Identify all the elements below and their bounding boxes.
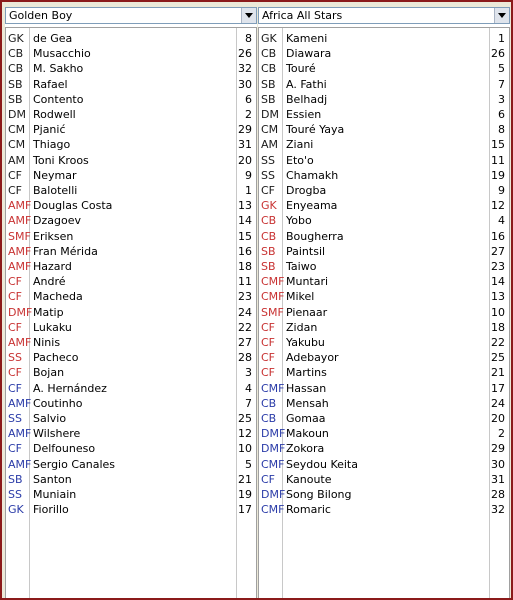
player-name: Pienaar: [286, 305, 328, 319]
player-number: 24: [491, 396, 505, 410]
player-number: 3: [245, 366, 252, 380]
player-name: Eto'o: [286, 153, 314, 167]
player-number: 20: [238, 153, 252, 167]
player-name: Song Bilong: [286, 488, 352, 501]
player-name: Drogba: [286, 184, 327, 197]
player-position: CMF: [261, 503, 285, 517]
player-name: Diawara: [286, 47, 332, 61]
player-position: CMF: [261, 457, 285, 471]
player-name: Gomaa: [286, 412, 326, 425]
player-position: CB: [261, 62, 277, 76]
player-position: AM: [261, 138, 279, 152]
player-position: CF: [8, 275, 23, 289]
player-number: 13: [238, 199, 252, 213]
player-number: 18: [238, 260, 252, 273]
player-name: Yakubu: [286, 336, 325, 349]
player-number: 5: [245, 457, 252, 471]
player-row[interactable]: [259, 46, 509, 61]
player-number: 28: [491, 488, 505, 501]
player-row[interactable]: [6, 244, 256, 259]
player-number: 25: [238, 412, 252, 425]
player-number: 23: [491, 260, 505, 273]
player-name: Rodwell: [33, 108, 76, 121]
player-number: 12: [238, 427, 252, 441]
player-name: Pacheco: [33, 351, 79, 365]
player-name: Lukaku: [33, 320, 72, 334]
player-row[interactable]: [259, 320, 509, 335]
player-row[interactable]: [259, 274, 509, 289]
player-name: Kanoute: [286, 472, 332, 486]
chevron-down-icon[interactable]: [494, 8, 509, 23]
player-position: DM: [8, 108, 26, 121]
player-position: AMF: [8, 396, 32, 410]
left-team-name: Golden Boy: [9, 9, 73, 22]
player-number: 29: [238, 123, 252, 137]
player-name: de Gea: [33, 32, 73, 45]
player-name: Mensah: [286, 396, 329, 410]
player-name: Makoun: [286, 427, 329, 441]
player-number: 21: [491, 366, 505, 380]
player-row[interactable]: [6, 183, 256, 198]
player-number: 6: [245, 92, 252, 106]
player-position: AM: [8, 153, 26, 167]
player-row[interactable]: [6, 426, 256, 441]
right-team-name: Africa All Stars: [262, 9, 343, 22]
player-position: AMF: [8, 260, 32, 273]
player-name: Douglas Costa: [33, 199, 113, 213]
player-position: SB: [261, 244, 276, 258]
player-number: 11: [491, 153, 505, 167]
player-position: CM: [261, 123, 279, 137]
player-position: DM: [261, 108, 279, 121]
player-name: Thiago: [33, 138, 71, 152]
player-name: Sergio Canales: [33, 457, 116, 471]
player-position: CB: [261, 47, 277, 61]
player-position: SB: [261, 92, 276, 106]
player-row[interactable]: [6, 77, 256, 92]
player-name: Rafael: [33, 77, 68, 91]
left-player-list[interactable]: [5, 27, 257, 598]
player-row[interactable]: [6, 502, 256, 517]
player-row[interactable]: [6, 472, 256, 487]
player-name: Yobo: [286, 214, 312, 228]
player-row[interactable]: [259, 411, 509, 426]
player-name: Fran Mérida: [33, 244, 98, 258]
player-name: André: [33, 275, 66, 289]
player-row[interactable]: [259, 305, 509, 320]
player-name: Enyeama: [286, 199, 338, 213]
left-team-panel: [5, 7, 257, 598]
player-number: 21: [238, 472, 252, 486]
player-position: GK: [261, 199, 277, 213]
player-position: CF: [261, 366, 276, 380]
player-position: CF: [261, 351, 276, 365]
player-number: 29: [491, 442, 505, 456]
player-row[interactable]: [259, 441, 509, 456]
player-row[interactable]: [259, 229, 509, 244]
player-row[interactable]: [6, 92, 256, 107]
player-name: Hazard: [33, 260, 72, 273]
player-number: 3: [498, 92, 505, 106]
player-name: Coutinho: [33, 396, 83, 410]
player-number: 25: [491, 351, 505, 365]
player-position: SS: [261, 168, 275, 182]
player-position: CF: [8, 184, 23, 197]
player-position: CB: [261, 229, 277, 243]
player-number: 4: [498, 214, 505, 228]
player-position: SB: [8, 472, 23, 486]
player-name: Dzagoev: [33, 214, 81, 228]
player-row[interactable]: [6, 441, 256, 456]
player-number: 12: [491, 199, 505, 213]
player-name: Fiorillo: [33, 503, 69, 517]
player-row[interactable]: [6, 229, 256, 244]
player-number: 30: [238, 77, 252, 91]
player-name: Martins: [286, 366, 327, 380]
player-number: 9: [498, 184, 505, 197]
player-name: Seydou Keita: [286, 457, 358, 471]
player-row[interactable]: [259, 153, 509, 168]
player-row[interactable]: [6, 320, 256, 335]
player-position: CB: [8, 47, 24, 61]
player-name: Muntari: [286, 275, 329, 289]
player-number: 16: [238, 244, 252, 258]
player-row[interactable]: [6, 335, 256, 350]
player-row[interactable]: [259, 122, 509, 137]
player-row[interactable]: [259, 137, 509, 152]
player-number: 1: [498, 32, 505, 45]
player-number: 28: [238, 351, 252, 365]
player-number: 8: [498, 123, 505, 137]
player-position: SB: [261, 77, 276, 91]
player-name: Taiwo: [286, 260, 317, 273]
player-row[interactable]: [6, 198, 256, 213]
player-position: AMF: [8, 336, 32, 349]
player-name: A. Fathi: [286, 77, 327, 91]
player-position: DMF: [261, 427, 286, 441]
player-position: DMF: [8, 305, 33, 319]
player-position: SS: [261, 153, 275, 167]
player-row[interactable]: [6, 396, 256, 411]
player-position: SS: [8, 351, 22, 365]
player-row[interactable]: [259, 472, 509, 487]
player-position: DMF: [261, 488, 286, 501]
player-row[interactable]: [6, 137, 256, 152]
player-number: 26: [491, 47, 505, 61]
player-name: Belhadj: [286, 92, 328, 106]
player-position: CF: [8, 320, 23, 334]
player-row[interactable]: [259, 396, 509, 411]
player-number: 14: [238, 214, 252, 228]
right-team-panel: [258, 7, 510, 598]
player-number: 27: [491, 244, 505, 258]
player-row[interactable]: [259, 168, 509, 183]
player-position: SMF: [261, 305, 284, 319]
player-number: 23: [238, 290, 252, 304]
player-number: 4: [245, 381, 252, 395]
player-row[interactable]: [259, 61, 509, 76]
player-row[interactable]: [6, 411, 256, 426]
player-name: Santon: [33, 472, 72, 486]
player-row[interactable]: [259, 457, 509, 472]
player-name: Chamakh: [286, 168, 339, 182]
player-name: Touré Yaya: [286, 123, 345, 137]
player-row[interactable]: [259, 350, 509, 365]
player-name: Essien: [286, 108, 322, 121]
player-row[interactable]: [259, 259, 509, 274]
player-number: 17: [238, 503, 252, 517]
player-position: CB: [8, 62, 24, 76]
player-position: CF: [261, 336, 276, 349]
player-name: Matip: [33, 305, 64, 319]
player-row[interactable]: [259, 107, 509, 122]
player-row[interactable]: [259, 31, 509, 46]
player-position: SS: [8, 412, 22, 425]
player-name: M. Sakho: [33, 62, 84, 76]
player-name: A. Hernández: [33, 381, 107, 395]
player-position: AMF: [8, 214, 32, 228]
player-number: 26: [238, 47, 252, 61]
player-name: Toni Kroos: [33, 153, 89, 167]
player-name: Zokora: [286, 442, 325, 456]
player-name: Zidan: [286, 320, 318, 334]
player-position: SB: [8, 77, 23, 91]
player-number: 5: [498, 62, 505, 76]
player-row[interactable]: [259, 381, 509, 396]
player-position: CF: [261, 320, 276, 334]
player-name: Wilshere: [33, 427, 81, 441]
player-name: Eriksen: [33, 229, 74, 243]
player-row[interactable]: [259, 426, 509, 441]
player-position: GK: [8, 32, 24, 45]
player-number: 22: [238, 320, 252, 334]
player-number: 2: [498, 427, 505, 441]
player-row[interactable]: [259, 502, 509, 517]
player-number: 20: [491, 412, 505, 425]
player-number: 9: [245, 168, 252, 182]
player-number: 15: [491, 138, 505, 152]
player-name: Contento: [33, 92, 84, 106]
player-position: CF: [261, 184, 276, 197]
player-number: 32: [491, 503, 505, 517]
player-number: 27: [238, 336, 252, 349]
player-position: GK: [261, 32, 277, 45]
player-name: Kameni: [286, 32, 328, 45]
player-number: 31: [491, 472, 505, 486]
player-position: AMF: [8, 457, 32, 471]
player-row[interactable]: [259, 92, 509, 107]
player-row[interactable]: [259, 244, 509, 259]
player-row[interactable]: [6, 487, 256, 502]
player-name: Mikel: [286, 290, 315, 304]
player-position: CMF: [261, 290, 285, 304]
player-name: Macheda: [33, 290, 83, 304]
player-row[interactable]: [6, 122, 256, 137]
player-row[interactable]: [6, 381, 256, 396]
player-name: Salvio: [33, 412, 67, 425]
player-position: CB: [261, 412, 277, 425]
right-team-select[interactable]: [258, 7, 510, 24]
player-row[interactable]: [6, 61, 256, 76]
player-number: 19: [491, 168, 505, 182]
player-row[interactable]: [6, 107, 256, 122]
player-row[interactable]: [6, 46, 256, 61]
player-position: SB: [8, 92, 23, 106]
player-number: 15: [238, 229, 252, 243]
player-position: AMF: [8, 199, 32, 213]
player-row[interactable]: [6, 168, 256, 183]
player-name: Bougherra: [286, 229, 344, 243]
player-number: 17: [491, 381, 505, 395]
player-name: Balotelli: [33, 184, 78, 197]
player-row[interactable]: [6, 350, 256, 365]
player-name: Neymar: [33, 168, 77, 182]
player-number: 8: [245, 32, 252, 45]
player-position: SMF: [8, 229, 31, 243]
player-position: CF: [8, 442, 23, 456]
player-position: CMF: [261, 381, 285, 395]
player-row[interactable]: [259, 183, 509, 198]
player-position: CM: [8, 123, 26, 137]
player-name: Ziani: [286, 138, 314, 152]
player-row[interactable]: [6, 305, 256, 320]
player-position: CB: [261, 396, 277, 410]
player-row[interactable]: [6, 289, 256, 304]
player-position: CM: [8, 138, 26, 152]
player-name: Delfouneso: [33, 442, 96, 456]
player-number: 10: [491, 305, 505, 319]
player-number: 19: [238, 488, 252, 501]
player-number: 24: [238, 305, 252, 319]
player-number: 2: [245, 108, 252, 121]
player-row[interactable]: [6, 274, 256, 289]
player-position: CF: [261, 472, 276, 486]
player-row[interactable]: [6, 259, 256, 274]
player-row[interactable]: [259, 289, 509, 304]
player-row[interactable]: [6, 457, 256, 472]
player-name: Muniain: [33, 488, 77, 501]
player-number: 18: [491, 320, 505, 334]
player-position: AMF: [8, 244, 32, 258]
player-number: 13: [491, 290, 505, 304]
player-row[interactable]: [259, 77, 509, 92]
player-position: CF: [8, 381, 23, 395]
player-row[interactable]: [259, 335, 509, 350]
player-row[interactable]: [259, 198, 509, 213]
player-position: CF: [8, 366, 23, 380]
player-position: CF: [8, 168, 23, 182]
player-row[interactable]: [6, 153, 256, 168]
left-team-select[interactable]: [5, 7, 257, 24]
player-position: CF: [8, 290, 23, 304]
player-name: Pjanić: [33, 123, 66, 137]
player-number: 7: [245, 396, 252, 410]
player-number: 11: [238, 275, 252, 289]
player-number: 32: [238, 62, 252, 76]
player-name: Bojan: [33, 366, 65, 380]
right-player-list[interactable]: [258, 27, 510, 598]
player-number: 6: [498, 108, 505, 121]
player-number: 10: [238, 442, 252, 456]
player-row[interactable]: [6, 213, 256, 228]
player-name: Musacchio: [33, 47, 91, 61]
player-number: 14: [491, 275, 505, 289]
player-name: Hassan: [286, 381, 327, 395]
player-position: DMF: [261, 442, 286, 456]
player-position: AMF: [8, 427, 32, 441]
player-position: SS: [8, 488, 22, 501]
player-position: CMF: [261, 275, 285, 289]
chevron-down-icon[interactable]: [241, 8, 256, 23]
player-name: Touré: [286, 62, 316, 76]
player-number: 22: [491, 336, 505, 349]
player-name: Romaric: [286, 503, 331, 517]
player-number: 31: [238, 138, 252, 152]
player-number: 7: [498, 77, 505, 91]
player-name: Ninis: [33, 336, 61, 349]
player-number: 30: [491, 457, 505, 471]
player-position: CB: [261, 214, 277, 228]
player-row[interactable]: [6, 31, 256, 46]
player-row[interactable]: [6, 365, 256, 380]
player-name: Adebayor: [286, 351, 339, 365]
player-name: Paintsil: [286, 244, 326, 258]
player-position: SB: [261, 260, 276, 273]
player-row[interactable]: [259, 213, 509, 228]
player-position: GK: [8, 503, 24, 517]
player-row[interactable]: [259, 487, 509, 502]
player-row[interactable]: [259, 365, 509, 380]
player-number: 1: [245, 184, 252, 197]
player-number: 16: [491, 229, 505, 243]
